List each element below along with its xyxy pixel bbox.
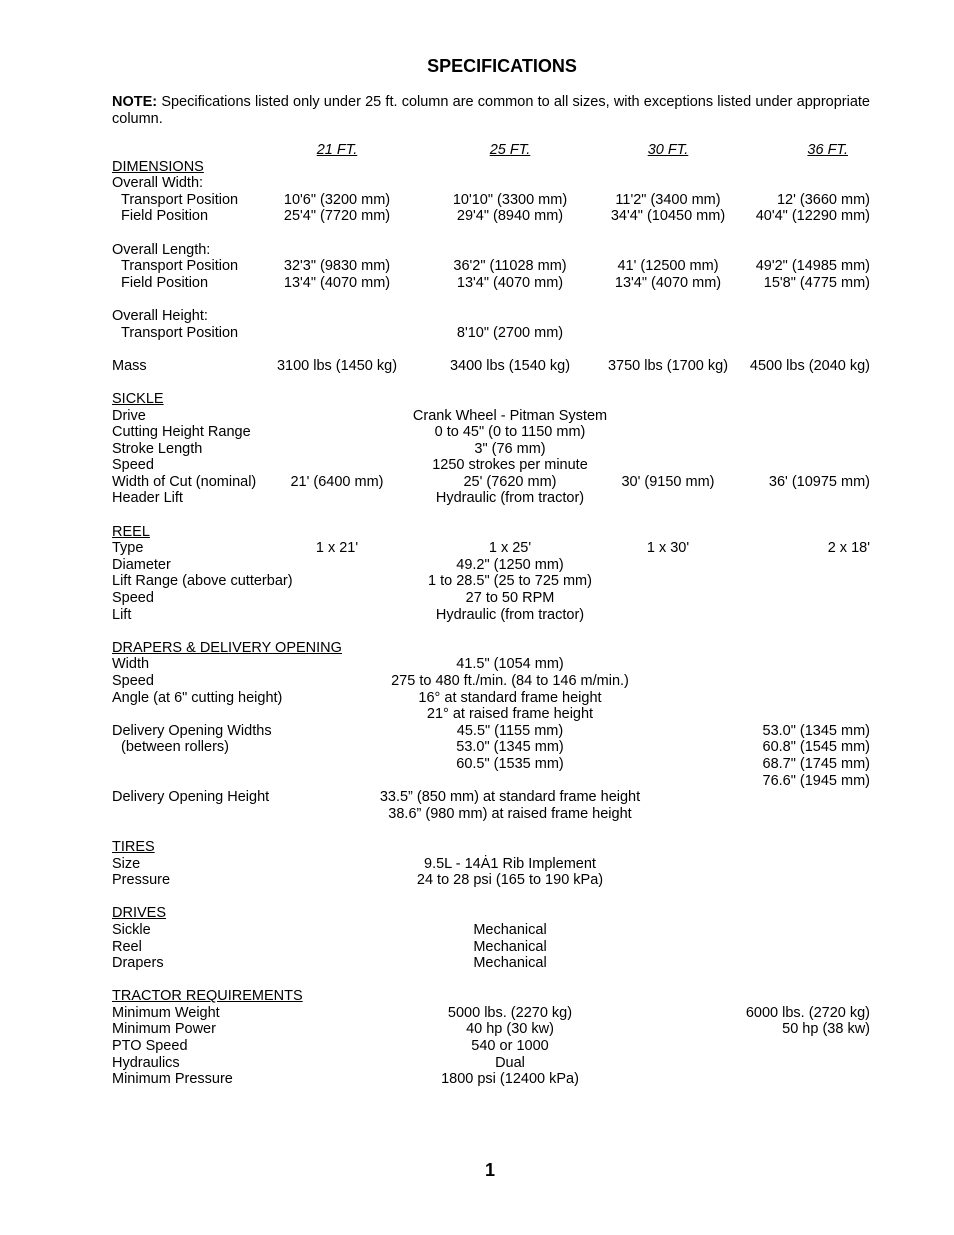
note-label: NOTE: <box>112 94 158 110</box>
spec-row <box>112 1038 870 1055</box>
spec-label: Mass <box>112 357 147 374</box>
spec-label: Drive <box>112 407 146 424</box>
section-heading-row <box>112 905 870 922</box>
column-header-row <box>112 142 870 159</box>
spec-value-c2: 60.5" (1535 mm) <box>456 755 564 772</box>
spacer-row <box>112 889 870 906</box>
spec-label: Transport Position <box>121 191 239 208</box>
spec-row <box>112 408 870 425</box>
spec-value-c2: 40 hp (30 kw) <box>466 1021 554 1038</box>
spec-row <box>112 490 870 507</box>
spec-row <box>112 723 870 740</box>
spec-value-c2: Mechanical <box>473 921 547 938</box>
spec-label: Angle (at 6" cutting height) <box>112 689 283 706</box>
spec-value-c4: 40'4" (12290 mm) <box>755 208 870 225</box>
spec-label: Minimum Power <box>112 1021 216 1038</box>
section-heading-row <box>112 640 870 657</box>
spec-value-c2: 275 to 480 ft./min. (84 to 146 m/min.) <box>391 673 629 689</box>
spec-row <box>112 773 870 790</box>
spec-value-c2: 29'4" (8940 mm) <box>456 208 564 225</box>
spec-value-c1: 3100 lbs (1450 kg) <box>276 357 398 374</box>
spec-row <box>112 474 870 491</box>
spec-value-c4: 68.7" (1745 mm) <box>762 755 870 772</box>
spacer-row <box>112 623 870 640</box>
spec-row <box>112 939 870 956</box>
spec-row <box>112 922 870 939</box>
spec-value-c2: 1 x 25' <box>488 540 532 557</box>
spec-row <box>112 673 870 690</box>
spec-row <box>112 955 870 972</box>
spec-value-c4: 53.0" (1345 mm) <box>762 722 870 739</box>
section-heading: DRAPERS & DELIVERY OPENING <box>112 639 342 656</box>
column-header-25ft: 25 FT. <box>489 142 531 158</box>
spec-label: Delivery Opening Height <box>112 789 270 806</box>
spec-value-c2: 3" (76 mm) <box>474 440 546 457</box>
spec-value-c4: 76.6" (1945 mm) <box>762 772 870 789</box>
section-heading-row <box>112 391 870 408</box>
spec-row <box>112 325 870 342</box>
spec-row <box>112 690 870 707</box>
section-heading: DRIVES <box>112 905 166 922</box>
spec-value-c4: 12' (3660 mm) <box>776 191 870 208</box>
spec-label: Header Lift <box>112 490 183 507</box>
spec-value-c4: 2 x 18' <box>827 540 870 557</box>
spec-value-c2: 25' (7620 mm) <box>463 473 557 490</box>
spec-row <box>112 275 870 292</box>
spec-label: Pressure <box>112 872 171 889</box>
spec-row <box>112 242 870 259</box>
spec-label: (between rollers) <box>121 739 229 756</box>
spec-value-c3: 3750 lbs (1700 kg) <box>607 357 729 374</box>
column-header-21ft: 21 FT. <box>316 142 358 158</box>
spec-value-c2: Hydraulic (from tractor) <box>435 490 585 507</box>
spec-value-c2: 10'10" (3300 mm) <box>452 191 568 208</box>
spec-row <box>112 1005 870 1022</box>
spec-row <box>112 308 870 325</box>
spec-value-c4: 49'2" (14985 mm) <box>755 258 870 275</box>
spec-value-c2: Crank Wheel - Pitman System <box>412 407 608 424</box>
spec-value-c3: 13'4" (4070 mm) <box>614 274 722 291</box>
spec-value-c4: 36' (10975 mm) <box>768 473 870 490</box>
spec-value-c2: 1250 strokes per minute <box>432 457 588 474</box>
spec-label: Type <box>112 540 144 557</box>
section-heading-row <box>112 524 870 541</box>
spec-value-c2: 5000 lbs. (2270 kg) <box>447 1004 573 1021</box>
spec-label: Minimum Pressure <box>112 1071 233 1088</box>
section-heading: REEL <box>112 523 150 540</box>
spec-value-c2: 38.6” (980 mm) at raised frame height <box>388 805 632 822</box>
spec-row <box>112 1071 870 1088</box>
spec-label: Overall Height: <box>112 307 208 324</box>
spacer-row <box>112 374 870 391</box>
spec-row <box>112 441 870 458</box>
spec-value-c2: 3400 lbs (1540 kg) <box>449 357 571 374</box>
spec-row <box>112 706 870 723</box>
spec-row <box>112 258 870 275</box>
section-heading-row <box>112 159 870 176</box>
spec-row <box>112 656 870 673</box>
spec-row <box>112 540 870 557</box>
spec-value-c2: 21° at raised frame height <box>426 706 594 723</box>
spec-row <box>112 1021 870 1038</box>
spec-label: Minimum Weight <box>112 1004 220 1021</box>
spec-value-c2: Dual <box>495 1054 525 1071</box>
spec-value-c2: 8'10" (2700 mm) <box>456 324 564 341</box>
spec-row <box>112 856 870 873</box>
spacer-row <box>112 822 870 839</box>
spec-label: Lift <box>112 606 132 623</box>
spec-label: PTO Speed <box>112 1038 188 1055</box>
spec-value-c3: 30' (9150 mm) <box>621 473 715 490</box>
spec-row <box>112 175 870 192</box>
spec-value-c1: 13'4" (4070 mm) <box>283 274 391 291</box>
spec-value-c2: 1 to 28.5" (25 to 725 mm) <box>428 573 592 590</box>
spec-value-c4: 6000 lbs. (2720 kg) <box>745 1004 870 1021</box>
spec-value-c2: Mechanical <box>473 955 547 972</box>
spec-value-c2: 27 to 50 RPM <box>465 590 555 607</box>
spec-value-c2: 16° at standard frame height <box>418 689 602 706</box>
spec-row <box>112 208 870 225</box>
page-number: 1 <box>484 1160 495 1180</box>
spec-row <box>112 872 870 889</box>
spacer-row <box>112 507 870 524</box>
spec-label: Width <box>112 656 150 673</box>
spec-table <box>112 142 870 1088</box>
spec-value-c1: 1 x 21' <box>315 540 359 557</box>
spec-value-c2: 33.5” (850 mm) at standard frame height <box>379 789 641 806</box>
spec-value-c3: 11'2" (3400 mm) <box>615 191 721 208</box>
spec-value-c2: 1800 psi (12400 kPa) <box>441 1071 579 1088</box>
spec-label: Speed <box>112 457 154 474</box>
page-title: SPECIFICATIONS <box>427 56 577 76</box>
section-heading-row <box>112 839 870 856</box>
column-header-36ft: 36 FT. <box>807 142 848 158</box>
spec-value-c2: Mechanical <box>473 938 547 955</box>
spec-label: Field Position <box>121 208 209 225</box>
spec-value-c2: 41.5" (1054 mm) <box>456 656 564 673</box>
section-heading: DIMENSIONS <box>112 158 204 175</box>
spec-row <box>112 1055 870 1072</box>
spec-row <box>112 739 870 756</box>
spec-value-c4: 60.8" (1545 mm) <box>762 739 870 756</box>
section-heading: SICKLE <box>112 390 164 407</box>
section-heading: TRACTOR REQUIREMENTS <box>112 988 303 1005</box>
section-heading-row <box>112 988 870 1005</box>
spec-row <box>112 756 870 773</box>
spec-row <box>112 192 870 209</box>
spec-label: Width of Cut (nominal) <box>112 473 257 490</box>
spec-value-c2: Hydraulic (from tractor) <box>435 606 585 623</box>
spec-value-c4: 50 hp (38 kw) <box>782 1021 870 1038</box>
spec-label: Transport Position <box>121 258 239 275</box>
spec-label: Overall Width: <box>112 175 204 192</box>
spec-label: Cutting Height Range <box>112 424 251 441</box>
spec-value-c3: 34'4" (10450 mm) <box>610 208 726 225</box>
spec-value-c2: 45.5" (1155 mm) <box>456 722 564 739</box>
spec-label: Transport Position <box>121 324 239 341</box>
spec-label: Speed <box>112 673 154 689</box>
spec-value-c2: 9.5L - 14Ȧ1 Rib Implement <box>424 855 596 872</box>
spec-row <box>112 806 870 823</box>
spec-row <box>112 557 870 574</box>
spec-value-c2: 540 or 1000 <box>471 1038 549 1055</box>
spec-value-c1: 10'6" (3200 mm) <box>283 191 391 208</box>
spec-label: Hydraulics <box>112 1054 180 1071</box>
spec-value-c2: 49.2" (1250 mm) <box>456 556 564 573</box>
spec-value-c3: 41' (12500 mm) <box>617 258 719 275</box>
spec-row <box>112 590 870 607</box>
spec-value-c2: 24 to 28 psi (165 to 190 kPa) <box>416 872 604 889</box>
spec-row <box>112 457 870 474</box>
column-header-30ft: 30 FT. <box>647 142 689 158</box>
spacer-row <box>112 291 870 308</box>
spec-label: Reel <box>112 938 142 955</box>
spec-label: Overall Length: <box>112 241 211 258</box>
spec-label: Stroke Length <box>112 440 203 457</box>
section-heading: TIRES <box>112 838 155 855</box>
spacer-row <box>112 341 870 358</box>
spec-label: Delivery Opening Widths <box>112 722 272 739</box>
spec-label: Sickle <box>112 921 151 938</box>
spec-value-c2: 53.0" (1345 mm) <box>456 739 564 756</box>
note-text: Specifications listed only under 25 ft. column are common to all sizes, with exceptions listed under appropriate column. <box>112 94 870 127</box>
spec-row <box>112 789 870 806</box>
spec-label: Size <box>112 855 141 872</box>
spec-label: Speed <box>112 590 154 607</box>
spec-label: Field Position <box>121 274 209 291</box>
spec-label: Diameter <box>112 556 171 573</box>
spec-value-c1: 25'4" (7720 mm) <box>283 208 391 225</box>
spec-value-c1: 32'3" (9830 mm) <box>283 258 391 275</box>
spec-value-c2: 13'4" (4070 mm) <box>456 274 564 291</box>
spec-value-c4: 4500 lbs (2040 kg) <box>749 357 870 374</box>
spec-value-c1: 21' (6400 mm) <box>290 473 384 490</box>
spec-row <box>112 573 870 590</box>
spec-row <box>112 424 870 441</box>
spec-value-c3: 1 x 30' <box>646 540 690 557</box>
spec-label: Drapers <box>112 955 164 972</box>
spec-label: Lift Range (above cutterbar) <box>112 573 293 590</box>
spec-value-c4: 15'8" (4775 mm) <box>763 274 870 291</box>
spacer-row <box>112 225 870 242</box>
spec-row <box>112 358 870 375</box>
spec-value-c2: 36'2" (11028 mm) <box>453 258 567 275</box>
spec-row <box>112 607 870 624</box>
spec-value-c2: 0 to 45" (0 to 1150 mm) <box>434 424 586 441</box>
note-paragraph <box>112 94 870 127</box>
spacer-row <box>112 972 870 989</box>
